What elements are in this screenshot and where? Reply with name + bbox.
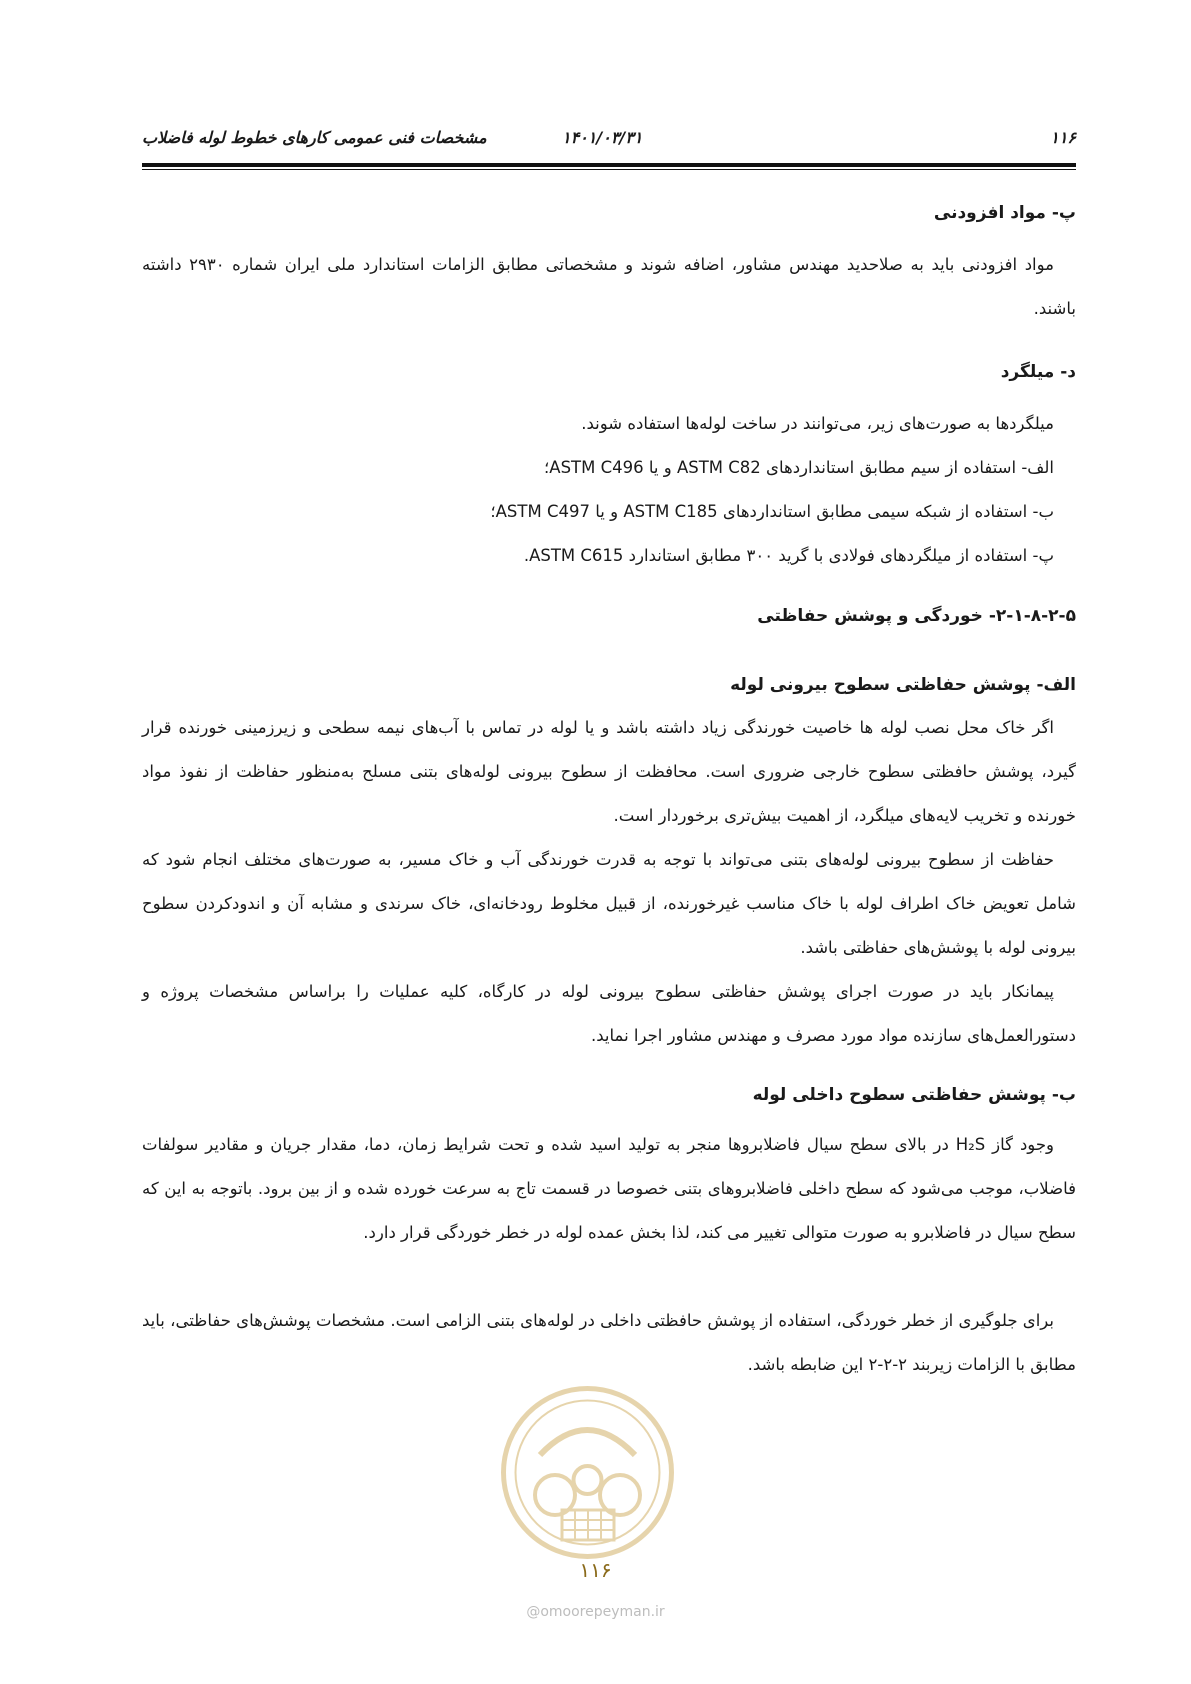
rebar-intro: میلگردها به صورت‌های زیر، می‌توانند در ساخت لوله‌ها استفاده شوند. <box>581 414 1054 433</box>
rebar-item-pe: پ- استفاده از میلگردهای فولادی با گرید ۳۰۰ مطابق استاندارد ASTM C615. <box>523 546 1054 565</box>
heading-corrosion: ۲-۱-۸-۲-۵- خوردگی و پوشش حفاظتی <box>757 606 1076 626</box>
paragraph-internal-1: وجود گاز H₂S در بالای سطح سیال فاضلابروها منجر به تولید اسید شده و تحت شرایط زمان، دما، مقدار جریان و مقادیر سولفات فاضلاب، موجب می‌شود که سطح داخلی فاضلابروهای بتنی خصوصا در قسمت تاج به سرعت خورده شده و از بین برود. باتوجه به این که سطح سیال در فاضلابرو به صورت متوالی تغییر می کند، لذا بخش عمده لوله در خطر خوردگی قرار دارد. <box>142 1135 1076 1242</box>
rebar-item-alef: الف- استفاده از سیم مطابق استانداردهای ASTM C82 و یا ASTM C496؛ <box>544 458 1054 477</box>
header-rule-thin <box>142 169 1076 170</box>
document-title: مشخصات فنی عمومی کارهای خطوط لوله فاضلاب <box>142 128 487 147</box>
rebar-item-be: ب- استفاده از شبکه سیمی مطابق استانداردهای ASTM C185 و یا ASTM C497؛ <box>490 502 1054 521</box>
paragraph-external-3: پیمانکار باید در صورت اجرای پوشش حفاظتی سطوح بیرونی لوله در کارگاه، کلیه عملیات را براساس مشخصات پروژه و دستورالعمل‌های سازنده مواد مورد مصرف و مهندس مشاور اجرا نماید. <box>142 982 1076 1045</box>
paragraph-additives: مواد افزودنی باید به صلاحدید مهندس مشاور، اضافه شوند و مشخصاتی مطابق الزامات استاندارد ملی ایران شماره ۲۹۳۰ داشته باشند. <box>142 255 1076 318</box>
paragraph-internal-2: برای جلوگیری از خطر خوردگی، استفاده از پوشش حافظتی داخلی در لوله‌های بتنی الزامی است. مشخصات پوشش‌های حفاظتی، باید مطابق با الزامات زیربند ۲-۲-۲ این ضابطه باشد. <box>142 1311 1076 1374</box>
paragraph-external-1: اگر خاک محل نصب لوله ها خاصیت خورندگی زیاد داشته باشد و یا لوله در تماس با آب‌های نیمه سطحی و زیرزمینی خورنده قرار گیرد، پوشش حافظتی سطوح خارجی ضروری است. محافظت از سطوح بیرونی لوله‌های بتنی مسلح به‌منظور حفاظت از نفوذ مواد خورنده و تخریب لایه‌های میلگرد، از اهمیت بیش‌تری برخوردار است. <box>142 718 1076 825</box>
stamp-page-number: ۱۱۶ <box>579 1558 612 1582</box>
heading-internal-coating: ب- پوشش حفاظتی سطوح داخلی لوله <box>752 1085 1076 1105</box>
paragraph-external-2: حفاظت از سطوح بیرونی لوله‌های بتنی می‌تواند با توجه به قدرت خورندگی آب و خاک مسیر، به صورت‌های مختلف انجام شود که شامل تعویض خاک اطراف لوله با خاک مناسب غیرخورنده، از قبیل مخلوط رودخانه‌ای، خاک سرندی و مشابه آن و اندودکردن سطوح بیرونی لوله با پوشش‌های حفاظتی باشد. <box>142 850 1076 957</box>
watermark-text: @omoorepeyman.ir <box>526 1604 665 1620</box>
heading-external-coating: الف- پوشش حفاظتی سطوح بیرونی لوله <box>730 675 1076 695</box>
header-rule-thick <box>142 163 1076 167</box>
heading-rebar: د- میلگرد <box>1000 362 1076 382</box>
page-header <box>142 128 1076 154</box>
seal-logo <box>500 1385 675 1560</box>
page-number: ۱۱۶ <box>1050 128 1076 147</box>
header-date: ۱۴۰۱/۰۳/۳۱ <box>562 128 643 147</box>
heading-additives: پ- مواد افزودنی <box>933 203 1076 223</box>
